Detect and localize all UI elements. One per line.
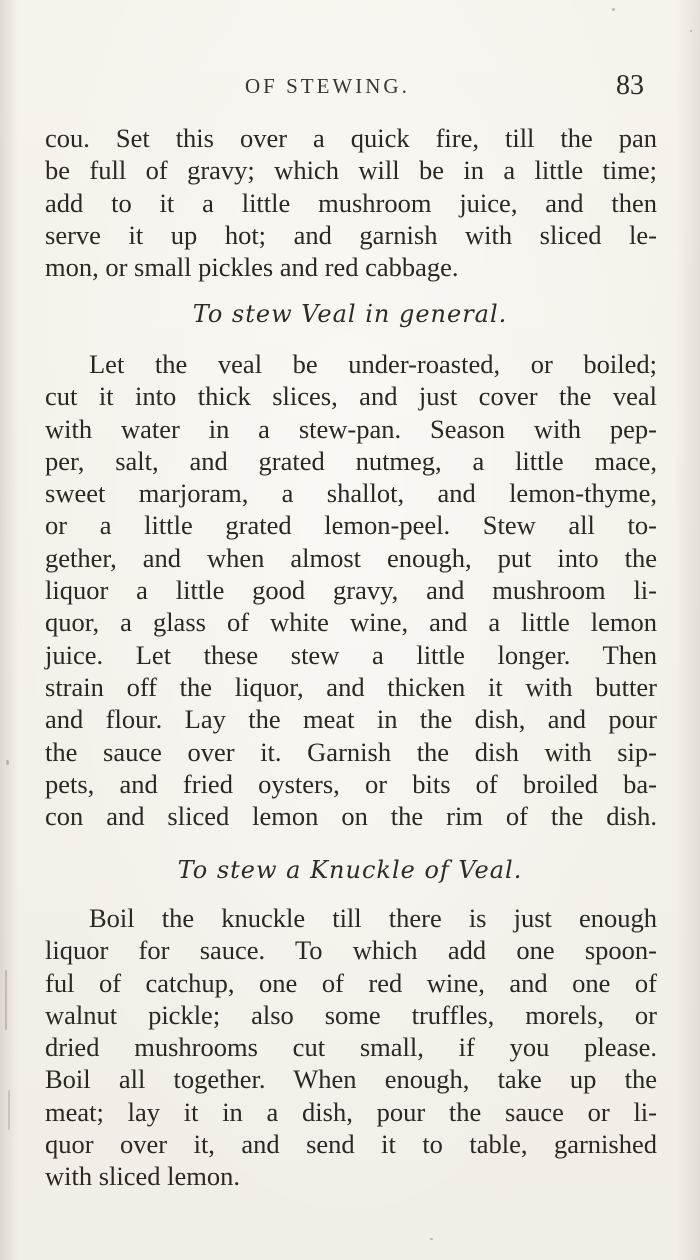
text-line: quor over it, and send it to table, garnished	[45, 1129, 657, 1160]
text-line: Let the veal be under-roasted, or boiled;	[89, 349, 657, 379]
text-line: cut it into thick slices, and just cover the veal	[45, 381, 657, 412]
text-line: pets, and fried oysters, or bits of broiled ba-	[45, 768, 657, 799]
text-line: cou. Set this over a quick fire, till the pan	[45, 123, 657, 153]
running-head-title: OF STEWING.	[245, 74, 410, 98]
text-line: walnut pickle; also some truffles, morels, or	[45, 999, 657, 1030]
recipe-heading: To stew Veal in general.	[192, 300, 508, 328]
text-line: be full of gravy; which will be in a little time;	[45, 155, 657, 186]
text-line: liquor a little good gravy, and mushroom li-	[45, 575, 657, 606]
page-gutter-shadow	[0, 0, 18, 1260]
text-line: serve it up hot; and garnish with sliced le-	[45, 219, 657, 250]
text-line: or a little grated lemon-peel. Stew all to-	[45, 510, 657, 541]
text-line: meat; lay it in a dish, pour the sauce or li-	[45, 1096, 657, 1127]
text-line: mon, or small pickles and red cabbage.	[45, 252, 459, 283]
paragraph-continued	[45, 122, 657, 283]
running-head	[0, 70, 700, 104]
text-line: the sauce over it. Garnish the dish with sip-	[45, 736, 657, 767]
text-line: Boil the knuckle till there is just enough	[89, 903, 657, 933]
text-line: per, salt, and grated nutmeg, a little mace,	[45, 445, 657, 476]
text-line: with sliced lemon.	[45, 1161, 241, 1192]
text-line: ful of catchup, one of red wine, and one of	[45, 967, 657, 998]
text-line: con and sliced lemon on the rim of the dish.	[45, 801, 657, 832]
text-line: sweet marjoram, a shallot, and lemon-thyme,	[45, 478, 657, 509]
text-line: add to it a little mushroom juice, and then	[45, 187, 657, 218]
text-line: strain off the liquor, and thicken it with butter	[45, 671, 657, 702]
recipe-body	[45, 902, 657, 1193]
text-line: liquor for sauce. To which add one spoon-	[45, 935, 657, 966]
recipe-heading: To stew a Knuckle of Veal.	[177, 856, 523, 884]
text-line: quor, a glass of white wine, and a little lemon	[45, 607, 657, 638]
text-line: and flour. Lay the meat in the dish, and pour	[45, 704, 657, 735]
text-line: juice. Let these stew a little longer. Then	[45, 639, 657, 670]
text-line: dried mushrooms cut small, if you please.	[45, 1032, 657, 1063]
text-line: Boil all together. When enough, take up the	[45, 1064, 657, 1095]
text-line: gether, and when almost enough, put into the	[45, 542, 657, 573]
page-edge-shadow	[676, 0, 700, 1260]
text-line: with water in a stew-pan. Season with pep-	[45, 413, 657, 444]
recipe-body	[45, 348, 657, 832]
page-number: 83	[616, 70, 644, 101]
